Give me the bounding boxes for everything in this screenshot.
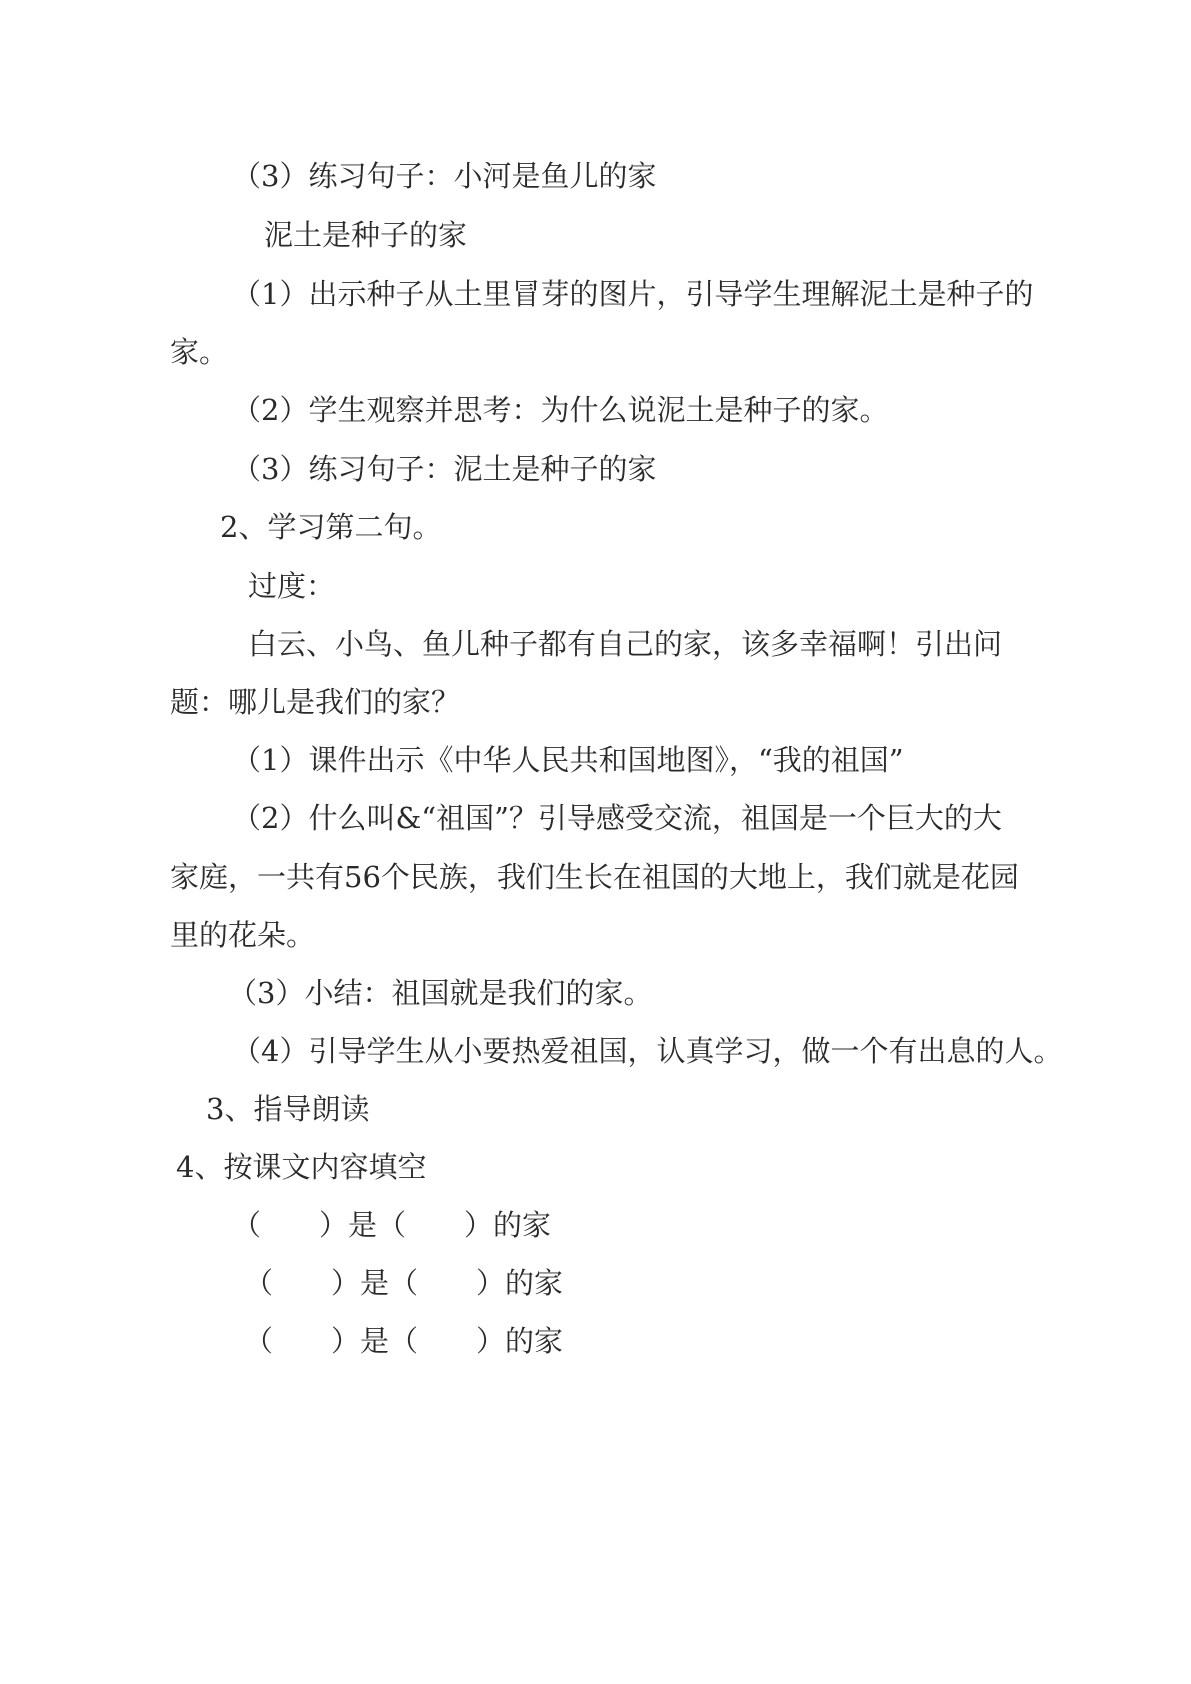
text-line: （3）练习句子：小河是鱼儿的家 [232, 159, 657, 193]
section-heading: 2、学习第二句。 [220, 510, 442, 544]
text-line: （2）学生观察并思考：为什么说泥土是种子的家。 [232, 393, 889, 427]
text-line: 过度： [248, 569, 336, 603]
text-line: （1）课件出示《中华人民共和国地图》，“我的祖国” [232, 743, 904, 777]
section-heading: 4、按课文内容填空 [176, 1150, 427, 1184]
text-line: （1）出示种子从土里冒芽的图片，引导学生理解泥土是种子的 [232, 277, 1034, 311]
text-line: 家庭，一共有56个民族，我们生长在祖国的大地上，我们就是花园 [170, 860, 1019, 894]
text-line: （4）引导学生从小要热爱祖国，认真学习，做一个有出息的人。 [232, 1034, 1063, 1068]
fill-in-blank-line: （ ）是（ ）的家 [232, 1208, 552, 1242]
text-line: 家。 [170, 335, 229, 369]
text-line: 白云、小鸟、鱼儿种子都有自己的家，该多幸福啊！引出问 [248, 627, 1003, 661]
text-line: 题：哪儿是我们的家？ [170, 685, 461, 719]
text-line: （3）小结：祖国就是我们的家。 [228, 976, 653, 1010]
fill-in-blank-line: （ ）是（ ）的家 [244, 1324, 564, 1358]
section-heading: 3、指导朗读 [206, 1092, 370, 1126]
text-line: （3）练习句子：泥土是种子的家 [232, 452, 657, 486]
fill-in-blank-line: （ ）是（ ）的家 [244, 1266, 564, 1300]
text-line: 里的花朵。 [170, 918, 316, 952]
text-line: （2）什么叫&“祖国”？引导感受交流，祖国是一个巨大的大 [232, 801, 1002, 835]
text-line: 泥土是种子的家 [264, 218, 468, 252]
